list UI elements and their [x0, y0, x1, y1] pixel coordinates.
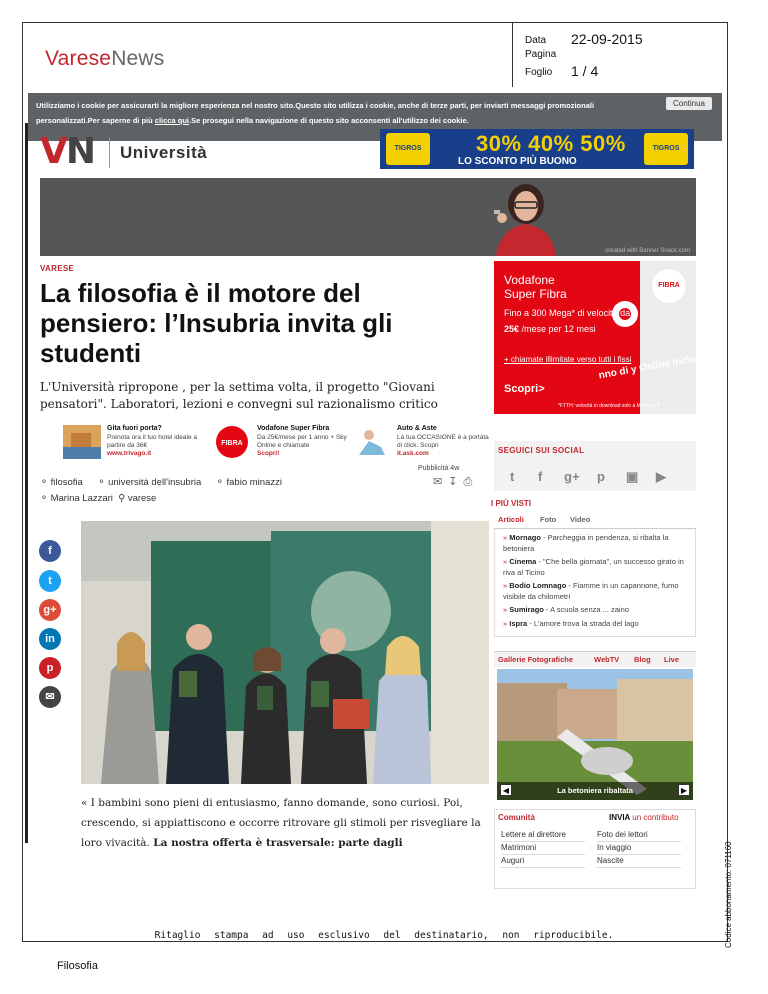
tag-list: [40, 477, 294, 488]
subscription-code: Codice abbonamento: 071160: [724, 841, 733, 948]
youtube-icon[interactable]: ▶: [656, 469, 666, 484]
ad-item[interactable]: Gita fuori porta? Prenota ora il tuo hotel ideale a partire da 36€ www.trivago.it: [63, 425, 203, 461]
tab-gallerie[interactable]: Gallerie Fotografiche: [498, 655, 574, 664]
cookie-link[interactable]: clicca qui: [154, 116, 189, 125]
most-viewed-title: I PIÙ VISTI: [491, 499, 532, 508]
cookie-continue-button[interactable]: Continua: [666, 97, 712, 110]
cookie-text-2: personalizzati.Per saperne di più clicca qui.Se prosegui nella navigazione di questo sito acconsenti all'utilizzo dei cookie.: [36, 116, 469, 125]
tab-articoli[interactable]: Articoli: [498, 515, 524, 524]
tab-webtv[interactable]: WebTV: [594, 655, 620, 664]
sponsored-ads: [63, 425, 489, 461]
download-icon[interactable]: ↧: [448, 476, 464, 488]
byline: [40, 493, 156, 504]
tab-live[interactable]: Live: [664, 655, 680, 664]
chevron-right-icon[interactable]: ▶: [678, 784, 690, 796]
instagram-icon[interactable]: ▣: [626, 469, 639, 484]
linkedin-icon[interactable]: in: [39, 628, 61, 650]
foglio-value: 1 / 4: [571, 63, 599, 79]
clipping-meta: [512, 23, 729, 87]
vodafone-ad[interactable]: Vodafone Super Fibra Fino a 300 Mega* di velocità da 25€ /mese per 12 mesi + chiamate illimitate verso tutti i fissi nno di y Online incluso Scopri> *FTTH: velocità in download solo a Milano e B FIBRA: [494, 261, 696, 414]
tigros-logo-left: TIGROS: [386, 133, 430, 165]
community-link[interactable]: Lettere al direttore: [501, 829, 585, 842]
pinterest-icon[interactable]: p: [39, 657, 61, 679]
community-link[interactable]: Matrimoni: [501, 842, 585, 855]
article-title: La filosofia è il motore del pensiero: l’Insubria invita gli studenti: [40, 278, 393, 368]
left-rule: [25, 123, 28, 843]
article-lead: L'Università ripropone , per la settima volta, il progetto "Giovani pensatori". Laboratori, lezioni e convegni sul razionalismo critico: [40, 380, 438, 411]
community-title: Comunità: [498, 813, 535, 822]
ad-item[interactable]: FIBRA Vodafone Super Fibra Da 25€/mese per 1 anno + Sky Online e chiamate Scopri!: [213, 425, 353, 461]
foglio-label: Foglio: [525, 67, 553, 78]
list-item[interactable]: » Sumirago - A scuola senza ... zaino: [503, 605, 629, 614]
fibra-badge: FIBRA: [652, 269, 686, 303]
cookie-text-1: Utilizziamo i cookie per assicurarti la migliore esperienza nel nostro sito.Questo sito utilizza i cookie, anche di terze parti, per inviarti messaggi promozionali: [36, 101, 595, 110]
article-page: [23, 123, 729, 943]
facebook-icon[interactable]: f: [538, 469, 543, 484]
community-link[interactable]: Nascite: [597, 855, 681, 868]
list-item[interactable]: » Ispra - L'amore trova la strada del lago: [503, 618, 639, 628]
tag-minazzi[interactable]: ⚬ fabio minazzi: [215, 477, 282, 488]
varesenews-logo: VareseNews: [45, 47, 165, 70]
topic-label: Filosofia: [57, 960, 98, 972]
promo-percentages: 30% 40% 50%: [476, 131, 626, 156]
list-item[interactable]: » Cinema - "Che bella giornata", un successo girato in riva al Ticino: [503, 557, 684, 577]
email-icon[interactable]: ✉: [39, 686, 61, 708]
twitter-icon[interactable]: t: [510, 469, 515, 484]
woman-with-keys-image: [486, 178, 560, 256]
list-item[interactable]: » Bodio Lomnago - Fiamme in un capannone, fumo visibile da chilometri: [503, 581, 679, 601]
googleplus-icon[interactable]: g+: [564, 469, 580, 484]
tab-foto[interactable]: Foto: [540, 515, 557, 524]
article-quote: « I bambini sono pieni di entusiasmo, fanno domande, sono curiosi. Poi, crescendo, si appiattiscono e occorre ritrovare gli stimoli per risvegliare la loro vivacità. La nostra offerta è trasversale: parte dagli: [81, 797, 481, 849]
promo-slogan: LO SCONTO PIÙ BUONO: [458, 156, 577, 167]
print-icon[interactable]: ⎙: [463, 476, 479, 488]
most-viewed-list: [494, 529, 696, 637]
auto-thumbnail: [353, 425, 391, 459]
community-link[interactable]: Auguri: [501, 855, 585, 868]
gallery-tabs: [494, 651, 696, 667]
data-label: Data: [525, 35, 547, 46]
tab-video[interactable]: Video: [570, 515, 591, 524]
send-contribution-link[interactable]: INVIA un contributo: [609, 813, 679, 822]
tag-universita[interactable]: ⚬ università dell'insubria: [97, 477, 202, 488]
comment-icon[interactable]: ✉: [433, 476, 449, 488]
facebook-icon[interactable]: f: [39, 540, 61, 562]
twitter-icon[interactable]: t: [39, 570, 61, 592]
banner-credit: created with Banner Snack.com: [605, 248, 690, 254]
tab-blog[interactable]: Blog: [634, 655, 651, 664]
vodafone-fibra-thumbnail: [213, 425, 251, 459]
author-name[interactable]: ⚬ Marina Lazzari: [40, 493, 113, 504]
data-value: 22-09-2015: [571, 31, 643, 47]
tag-filosofia[interactable]: ⚬ filosofia: [40, 477, 83, 488]
location[interactable]: ⚲ varese: [118, 493, 157, 504]
article-tools: [433, 475, 478, 489]
list-item[interactable]: » Mornago - Parcheggia in pendenza, si ribalta la betoniera: [503, 533, 669, 553]
most-viewed-tabs: [494, 511, 696, 529]
section-title: Università: [120, 143, 208, 162]
ad-banner[interactable]: [40, 178, 696, 256]
article-kicker[interactable]: VARESE: [40, 264, 75, 273]
tigros-promo-banner[interactable]: [380, 129, 694, 169]
community-link[interactable]: In viaggio: [597, 842, 681, 855]
vodafone-cta[interactable]: Scopri>: [504, 383, 545, 395]
googleplus-icon[interactable]: g+: [39, 599, 61, 621]
clipping-notice: Ritaglio stampa ad uso esclusivo del destinatario, non riproducibile.: [154, 930, 614, 941]
chevron-left-icon[interactable]: ◀: [500, 784, 512, 796]
pinterest-icon[interactable]: p: [597, 469, 605, 484]
social-title: SEGUICI SUI SOCIAL: [498, 446, 585, 455]
tigros-logo-right: TIGROS: [644, 133, 688, 165]
gallery-caption: La betoniera ribaltata: [497, 782, 693, 800]
pagina-label: Pagina: [525, 49, 557, 60]
article-photo: [81, 521, 489, 784]
hotel-thumbnail: [63, 425, 101, 459]
ads-label: Pubblicità 4w: [418, 465, 460, 472]
ad-item[interactable]: Auto & Aste La tua OCCASIONE è a portata di click. Scopri it.ask.com: [353, 425, 493, 461]
logo-separator: [109, 138, 110, 168]
svg-text:FIBRA: FIBRA: [221, 440, 243, 447]
community-link[interactable]: Foto dei lettori: [597, 829, 681, 842]
clipping-frame: [22, 22, 728, 942]
vn-logo[interactable]: VN: [40, 131, 95, 172]
gallery-photo[interactable]: [497, 669, 693, 800]
